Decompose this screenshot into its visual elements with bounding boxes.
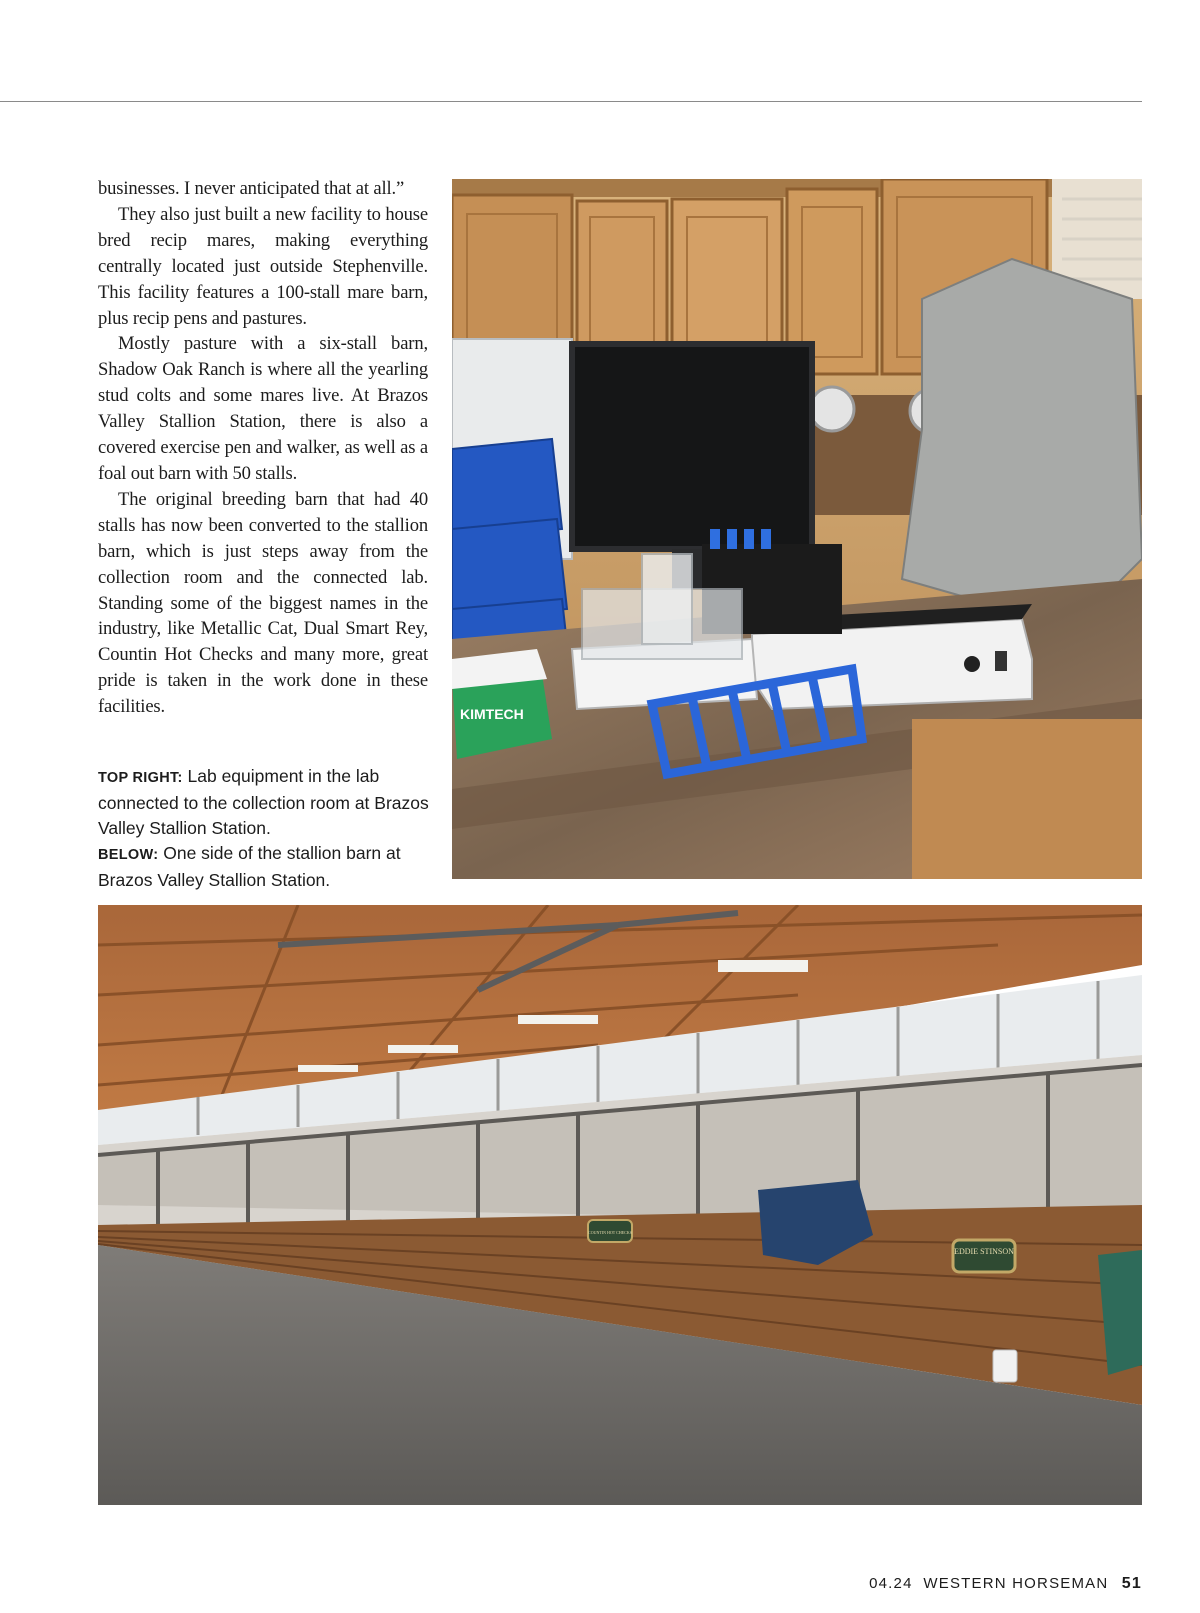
- photo-captions: [98, 764, 438, 893]
- kimwipes-brand: KIMTECH: [460, 706, 524, 722]
- caption-top-right: [98, 764, 438, 841]
- page-footer: [869, 1575, 1142, 1593]
- article-body: [98, 176, 428, 720]
- page-number: 51: [1121, 1575, 1142, 1592]
- article-paragraph: They also just built a new facility to house bred recip mares, making everything centrally located just outside Stephenville. This facility features a 100-stall mare barn, plus recip pens and pastures.: [98, 203, 428, 329]
- caption-below: [98, 841, 438, 893]
- top-rule: [0, 101, 1142, 102]
- caption-label: BELOW:: [98, 847, 159, 863]
- article-paragraph: Mostly pasture with a six-stall barn, Shadow Oak Ranch is where all the yearling stud colts and some mares live. At Brazos Valley Stallion Station, there is also a covered exercise pen and walker, as well as a foal out barn with 50 stalls.: [98, 333, 428, 484]
- article-paragraph: The original breeding barn that had 40 stalls has now been converted to the stallion barn, which is just steps away from the collection room and the connected lab. Standing some of the biggest names in the industry, like Metallic Cat, Dual Smart Rey, Countin Hot Checks and many more, great pride is taken in the work done in these facilities.: [98, 488, 428, 718]
- lab-equipment-photo: [452, 179, 1142, 879]
- issue-date: 04.24: [869, 1575, 913, 1592]
- magazine-name: WESTERN HORSEMAN: [923, 1575, 1109, 1592]
- caption-text: Lab equipment in the lab connected to the collection room at Brazos Valley Stallion Station.: [98, 766, 429, 838]
- stallion-barn-photo: [98, 905, 1142, 1505]
- caption-label: TOP RIGHT:: [98, 770, 183, 786]
- nameplate-eddie-stinson: EDDIE STINSON: [954, 1247, 1014, 1256]
- article-paragraph: businesses. I never anticipated that at all.”: [98, 178, 405, 199]
- nameplate-countin-hot-checks: COUNTIN HOT CHECKS: [588, 1230, 632, 1235]
- caption-text: One side of the stallion barn at Brazos Valley Stallion Station.: [98, 843, 401, 890]
